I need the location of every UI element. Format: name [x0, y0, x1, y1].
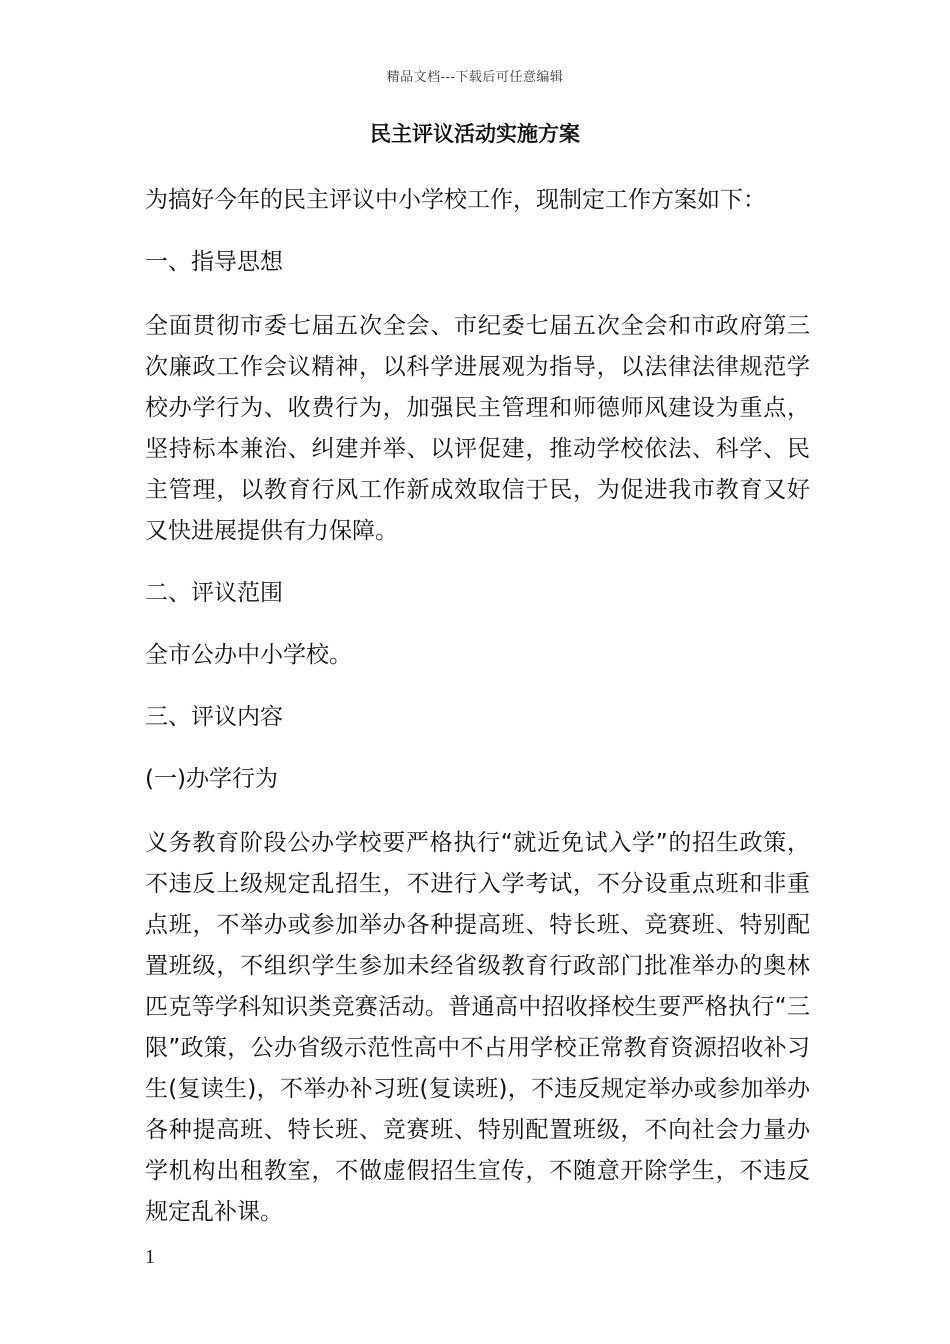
subsection-paragraph: 义务教育阶段公办学校要严格执行“就近免试入学”的招生政策，不违反上级规定乱招生，不进行入学考试，不分设重点班和非重点班，不举办或参加举办各种提高班、特长班、竞赛班、特别配置班级，不组织学生参加未经省级教育行政部门批准举办的奥林匹克等学科知识类竞赛活动。普通高中招收择校生要严格执行“三限”政策，公办省级示范性高中不占用学校正常教育资源招收补习生(复读生)，不举办补习班(复读班)，不违反规定举办或参加举办各种提高班、特长班、竞赛班、特别配置班级，不向社会力量办学机构出租教室，不做虚假招生宣传，不随意开除学生，不违反规定乱补课。 — [145, 830, 810, 1225]
page-number: 1 — [145, 1246, 155, 1268]
guiding-paragraph: 全面贯彻市委七届五次全会、市纪委七届五次全会和市政府第三次廉政工作会议精神，以科学进展观为指导，以法律法律规范学校办学行为、收费行为，加强民主管理和师德师风建设为重点，坚持标本兼治、纠建并举、以评促建，推动学校依法、科学、民主管理，以教育行风工作新成效取信于民，为促进我市教育又好又快进展提供有力保障。 — [145, 313, 810, 544]
section-heading-guiding: 一、指导思想 — [145, 249, 283, 275]
intro-paragraph: 为搞好今年的民主评议中小学校工作，现制定工作方案如下： — [145, 187, 766, 213]
subsection-heading: (一)办学行为 — [145, 766, 278, 792]
document-body — [145, 180, 810, 1233]
section-heading-scope: 二、评议范围 — [145, 580, 283, 606]
section-heading-content: 三、评议内容 — [145, 704, 283, 730]
document-title: 民主评议活动实施方案 — [370, 122, 580, 146]
header-note: 精品文档---下载后可任意编辑 — [386, 70, 564, 85]
scope-paragraph: 全市公办中小学校。 — [145, 642, 352, 668]
